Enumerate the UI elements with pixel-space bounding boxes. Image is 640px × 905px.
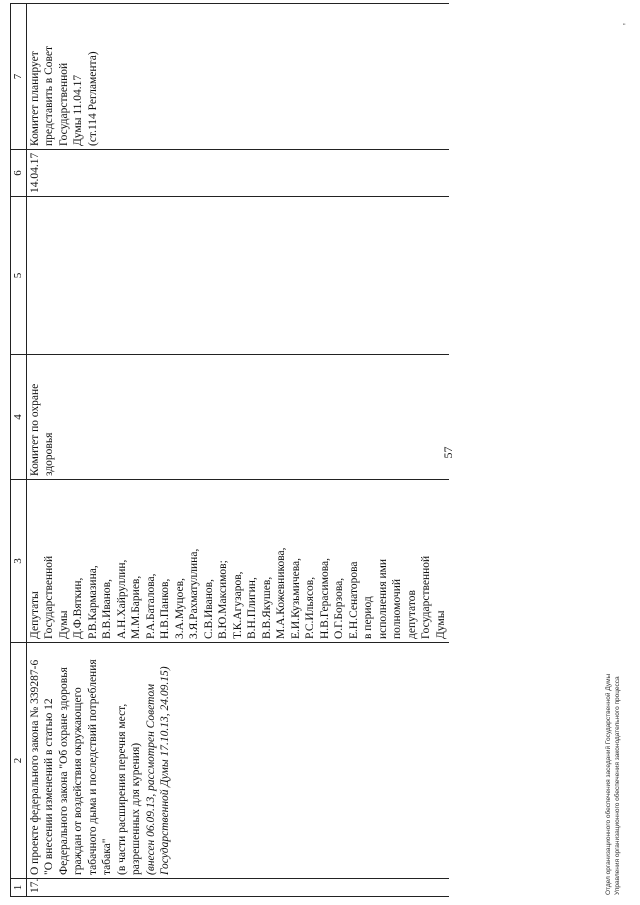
bill-title-line: табачного дыма и последствий потребления: [86, 659, 99, 875]
date-cell: 14.04.17: [26, 150, 449, 197]
committee-line: здоровья: [43, 432, 55, 476]
author-line: Д.Ф.Вяткин,: [72, 577, 84, 639]
page-number: 57: [441, 446, 455, 459]
author-line: Е.И.Кузьмичева,: [289, 558, 302, 639]
author-line: Р.А.Баталова,: [144, 573, 157, 639]
author-line: депутатов: [405, 590, 418, 639]
author-line: О.Г.Борзова,: [333, 577, 345, 639]
bill-title-line: разрешенных для курения): [130, 742, 142, 875]
column-header-2: 2: [11, 643, 27, 879]
column-5-cell: [26, 197, 449, 355]
footer-line-1: Отдел организационного обеспечения заседаний Государственной Думы: [605, 673, 612, 895]
action-cell: [26, 4, 449, 150]
footer: [605, 674, 622, 895]
author-line: полномочий: [391, 579, 403, 639]
bill-title-cell: [26, 643, 449, 879]
table-row: [26, 4, 449, 897]
column-header-4: 4: [11, 355, 27, 480]
column-header-row: [11, 4, 27, 897]
author-line: Н.В.Герасимова,: [318, 558, 331, 639]
committee-cell: [26, 355, 449, 480]
column-header-7: 7: [11, 4, 27, 150]
author-line: Р.В.Кармазина,: [86, 565, 99, 639]
column-header-3: 3: [11, 480, 27, 643]
authors-cell: [26, 480, 449, 643]
action-line: Государственной: [57, 62, 70, 146]
action-line: Комитет планирует: [28, 51, 41, 146]
author-line: С.В.Иванов,: [202, 579, 215, 639]
bill-title-line: О проекте федерального закона № 339287-6: [28, 659, 41, 875]
author-line: Т.К.Агузаров,: [231, 571, 244, 639]
author-line: В.Н.Плигин,: [246, 577, 258, 639]
author-line: Государственной: [43, 555, 55, 639]
action-line: (ст.114 Регламента): [86, 51, 99, 146]
footer-line-2: Управления организационного обеспечения законодательного процесса: [613, 676, 621, 895]
author-line: Думы: [57, 610, 70, 639]
column-header-1: 1: [11, 879, 27, 897]
author-line: А.Н.Хайруллин,: [115, 559, 128, 639]
author-line: Е.Н.Сенаторова: [347, 561, 360, 639]
author-line: М.А.Кожевникова,: [275, 547, 287, 639]
committee-line: Комитет по охране: [28, 383, 41, 476]
bill-title-line: "О внесении изменений в статью 12: [43, 698, 55, 875]
author-line: З.А.Муцоев,: [173, 578, 186, 639]
action-line: Думы 11.04.17: [72, 74, 84, 146]
bill-title-line: граждан от воздействия окружающего: [72, 687, 84, 875]
author-line: Р.С.Ильясов,: [304, 576, 316, 639]
bill-note-line: Государственной Думы 17.10.13, 24.09.15): [159, 666, 171, 875]
legislation-table: [10, 3, 449, 897]
author-line: В.В.Иванов,: [101, 579, 113, 639]
author-line: Думы: [434, 610, 447, 639]
author-line: В.Ю.Максимов;: [217, 560, 229, 639]
bill-note-line: (внесен 06.09.13, рассмотрен Советом: [144, 683, 157, 875]
bill-title-line: табака": [101, 838, 113, 875]
author-line: исполнения ими: [376, 558, 389, 639]
column-header-5: 5: [11, 197, 27, 355]
author-line: в период: [362, 596, 374, 639]
scan-mark: ': [622, 23, 633, 25]
row-number: 17.: [26, 879, 449, 897]
author-line: Государственной: [420, 555, 432, 639]
author-line: З.Я.Рахматуллина,: [188, 548, 200, 639]
author-line: Депутаты: [28, 591, 41, 639]
author-line: В.В.Якушев,: [260, 576, 273, 639]
author-line: М.М.Бариев,: [130, 575, 142, 639]
column-header-6: 6: [11, 150, 27, 197]
action-line: представить в Совет: [43, 45, 55, 146]
bill-title-line: Федерального закона "Об охране здоровья: [57, 667, 70, 875]
bill-title-line: (в части расширения перечня мест,: [115, 703, 128, 875]
author-line: Н.В.Панков,: [159, 578, 171, 639]
